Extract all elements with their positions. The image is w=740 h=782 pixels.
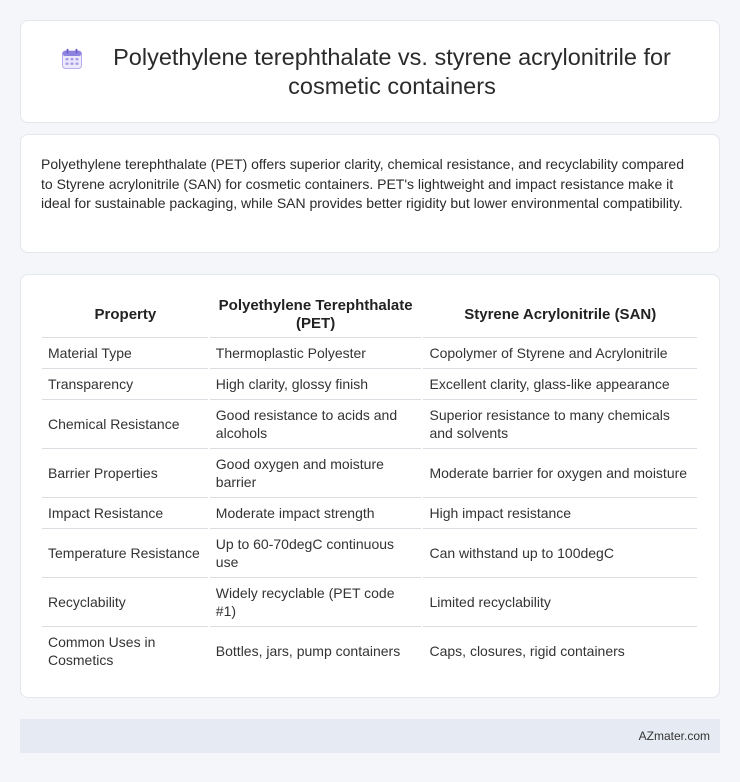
title-card (20, 20, 720, 123)
pet-cell: Up to 60-70degC continuous use (209, 528, 423, 577)
footer-site-link[interactable]: AZmater.com (638, 729, 710, 743)
property-cell: Material Type (42, 337, 209, 368)
page-title: Polyethylene terephthalate vs. styrene acrylonitrile for cosmetic containers (113, 43, 671, 99)
column-header-pet: Polyethylene Terephthalate (PET) (209, 293, 423, 337)
table-row (42, 368, 698, 399)
comparison-table-card (20, 274, 720, 698)
pet-cell: Thermoplastic Polyester (209, 337, 423, 368)
table-row (42, 448, 698, 497)
table-header-row (42, 293, 698, 337)
column-header-san: Styrene Acrylonitrile (SAN) (422, 293, 698, 337)
table-row (42, 626, 698, 675)
calendar-icon (61, 48, 83, 70)
property-cell: Temperature Resistance (42, 528, 209, 577)
summary-text: Polyethylene terephthalate (PET) offers superior clarity, chemical resistance, and recyclability compared to Styrene acrylonitrile (SAN) for cosmetic containers. PET's lightweight and impact resistance make it ideal for sustainable packaging, while SAN provides better rigidity but lower environmental compatibility. (41, 156, 684, 212)
pet-cell: Good oxygen and moisture barrier (209, 448, 423, 497)
table-row (42, 577, 698, 626)
property-cell: Impact Resistance (42, 497, 209, 528)
table-row (42, 528, 698, 577)
table-row (42, 399, 698, 448)
property-cell: Chemical Resistance (42, 399, 209, 448)
title-wrap (61, 43, 679, 101)
column-header-property: Property (42, 293, 209, 337)
pet-cell: Bottles, jars, pump containers (209, 626, 423, 675)
table-row (42, 497, 698, 528)
pet-cell: Widely recyclable (PET code #1) (209, 577, 423, 626)
table-row (42, 337, 698, 368)
comparison-table (42, 293, 699, 675)
pet-cell: Good resistance to acids and alcohols (209, 399, 423, 448)
san-cell: Copolymer of Styrene and Acrylonitrile (422, 337, 698, 368)
property-cell: Barrier Properties (42, 448, 209, 497)
san-cell: Moderate barrier for oxygen and moisture (422, 448, 698, 497)
footer (20, 719, 720, 753)
san-cell: Superior resistance to many chemicals and solvents (422, 399, 698, 448)
san-cell: Excellent clarity, glass-like appearance (422, 368, 698, 399)
san-cell: High impact resistance (422, 497, 698, 528)
summary-card (20, 134, 720, 253)
pet-cell: High clarity, glossy finish (209, 368, 423, 399)
pet-cell: Moderate impact strength (209, 497, 423, 528)
san-cell: Limited recyclability (422, 577, 698, 626)
san-cell: Caps, closures, rigid containers (422, 626, 698, 675)
property-cell: Transparency (42, 368, 209, 399)
property-cell: Recyclability (42, 577, 209, 626)
property-cell: Common Uses in Cosmetics (42, 626, 209, 675)
san-cell: Can withstand up to 100degC (422, 528, 698, 577)
